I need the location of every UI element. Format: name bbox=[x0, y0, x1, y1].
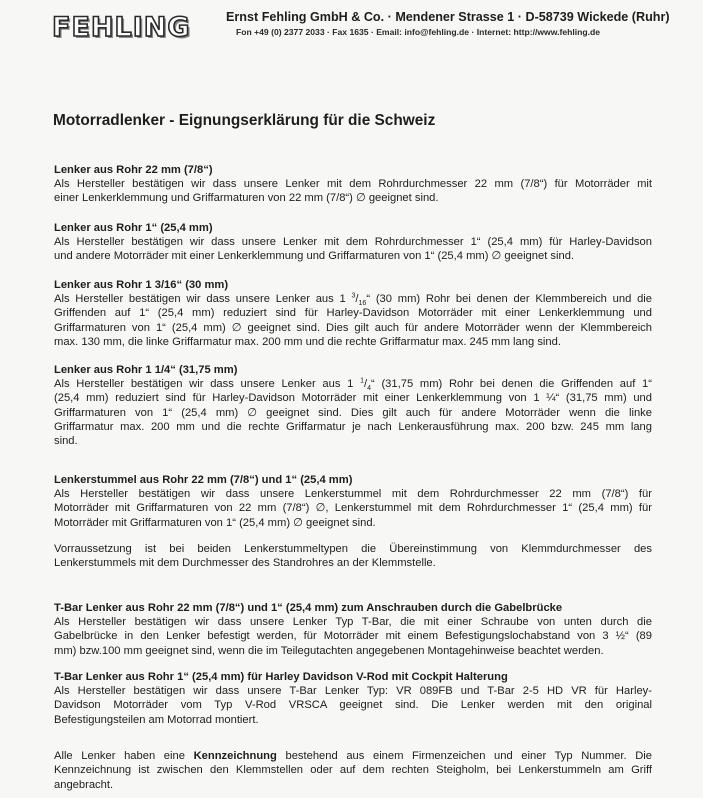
body-line: Griffenden auf 1“ (25,4 mm) reduziert sind für Harley-Davidson Motorräder mit einer Lenkerklemmung und bbox=[54, 307, 652, 320]
fraction-numerator: 3 bbox=[351, 292, 356, 300]
section-1-1-4-inch bbox=[54, 363, 652, 448]
section-voraussetzung bbox=[54, 542, 652, 571]
section-body bbox=[54, 177, 652, 206]
fraction-denominator: 16 bbox=[358, 300, 367, 308]
section-heading: Lenker aus Rohr 1“ (25,4 mm) bbox=[54, 222, 213, 234]
body-line: einer Lenkerklemmung und Griffarmaturen von 22 mm (7/8“) ∅ geeignet sind. bbox=[54, 192, 439, 205]
body-line: Motorräder mit Griffarmaturen von 22 mm (7/8“) ∅, Lenkerstummel mit dem Rohrdurchmesser 1“ (25,4 mm) für bbox=[54, 502, 652, 515]
body-text: “ (31,75 mm) Rohr bei denen die Griffenden auf 1“ bbox=[371, 378, 653, 390]
body-line: Als Hersteller bestätigen wir dass unsere Lenkerstummel mit dem Rohrdurchmesser 22 mm (7/8“) für bbox=[54, 488, 652, 500]
section-heading: Lenker aus Rohr 1 3/16“ (30 mm) bbox=[54, 279, 229, 291]
fehling-logo: FEHLING bbox=[52, 12, 191, 43]
keyword-kennzeichnung: Kennzeichnung bbox=[193, 750, 277, 762]
fraction-denominator: 4 bbox=[367, 385, 371, 393]
section-heading: T-Bar Lenker aus Rohr 1“ (25,4 mm) für Harley Davidson V-Rod mit Cockpit Halterung bbox=[54, 671, 508, 683]
body-line: Motorräder mit Griffarmaturen von 1“ (25,4 mm) ∅ geeignet sind. bbox=[54, 516, 376, 529]
section-kennzeichnung bbox=[54, 749, 652, 792]
section-1-3-16-inch bbox=[54, 278, 652, 349]
body-line: Griffarmaturen von 1“ (25,4 mm) ∅ geeignet sind. Dies gilt auch für andere Motorräder wenn die linke bbox=[54, 406, 652, 419]
section-lenkerstummel bbox=[54, 473, 652, 530]
section-body bbox=[54, 487, 652, 530]
body-line: Lenkerstummels mit dem Durchmesser des Standrohres an der Klemmstelle. bbox=[54, 557, 436, 570]
section-body bbox=[54, 542, 652, 571]
body-text: Als Hersteller bestätigen wir dass unsere Lenker aus 1 bbox=[54, 378, 354, 390]
document-title: Motorradlenker - Eignungserklärung für die Schweiz bbox=[53, 112, 436, 129]
body-line: Als Hersteller bestätigen wir dass unsere Lenker mit dem Rohrdurchmesser 1“ (25,4 mm) für Harley-Davidson bbox=[54, 236, 652, 248]
section-heading: T-Bar Lenker aus Rohr 22 mm (7/8“) und 1“ (25,4 mm) zum Anschrauben durch die Gabelbrücke bbox=[54, 602, 563, 614]
section-heading: Lenker aus Rohr 1 1/4“ (31,75 mm) bbox=[54, 364, 238, 376]
body-line: Griffarmatur max. 200 mm und die rechte Griffarmatur je nach Lenkerausführung max. 200 bzw. 245 mm lang bbox=[54, 420, 652, 433]
body-line: Als Hersteller bestätigen wir dass unsere Lenker Typ T-Bar, die mit einer Schraube von unten durch die bbox=[54, 616, 652, 628]
body-line bbox=[54, 749, 652, 763]
section-body bbox=[54, 235, 652, 264]
section-body bbox=[54, 684, 652, 727]
body-text: bestehend aus einem Firmenzeichen und einer Typ Nummer. Die bbox=[285, 750, 652, 762]
fraction-numerator: 1 bbox=[360, 377, 364, 385]
body-line: (25,4 mm) reduziert sind für Harley-Davidson Motorräder mit einer Lenkerklemmung von 1 ¼“ (31,75 mm) und bbox=[54, 392, 652, 405]
body-line: Davidson Motorräder vom Typ V-Rod VRSCA geeignet sind. Die Lenker werden mit den original bbox=[54, 699, 652, 712]
body-line: mm) bzw.100 mm geeignet sind, wenn die im Teilegutachten angegebenen Montagehinweise beachtet werden. bbox=[54, 644, 604, 657]
section-body bbox=[54, 749, 652, 792]
body-text: “ (30 mm) Rohr bei denen der Klemmbereich und die bbox=[366, 293, 653, 305]
body-line: Kennzeichnung ist zwischen den Klemmstellen oder auf dem rechten Steigholm, bei Lenkerstummeln am Griff bbox=[54, 764, 652, 777]
body-line: Griffarmaturen von 1“ (25,4 mm) ∅ geeignet sind. Dies gilt auch für andere Motorräder wenn der Klemmbereich bbox=[54, 321, 652, 334]
body-line: Befestigungsteilen am Motorrad montiert. bbox=[54, 713, 259, 726]
body-line: Als Hersteller bestätigen wir dass unsere Lenker aus 1 $^3/_{16}“$ (30 mm) Rohr bei denen der Klemmbereich und die bbox=[54, 292, 653, 308]
body-line: Gabelbrücke in den Lenker befestigt werden, für Motorräder mit einem Befestigungslochabstand von 3 ½“ (89 bbox=[54, 630, 652, 643]
body-line: Als Hersteller bestätigen wir dass unsere Lenker mit dem Rohrdurchmesser 22 mm (7/8“) für Motorräder mit bbox=[54, 178, 652, 190]
section-22mm bbox=[54, 163, 652, 206]
body-line: max. 130 mm, die linke Griffarmatur max. 200 mm und die rechte Griffarmatur max. 245 mm lang sind. bbox=[54, 335, 561, 348]
body-line: sind. bbox=[54, 435, 78, 448]
section-body bbox=[54, 377, 652, 448]
body-text: Alle Lenker haben eine bbox=[54, 750, 185, 762]
body-line: angebracht. bbox=[54, 778, 114, 791]
body-line: und andere Motorräder mit einer Lenkerklemmung und Griffarmaturen von 1“ (25,4 mm) ∅ geeignet sind. bbox=[54, 250, 575, 263]
section-t-bar-v-rod bbox=[54, 670, 652, 727]
section-1-inch bbox=[54, 221, 652, 264]
body-line: Als Hersteller bestätigen wir dass unsere T-Bar Lenker Typ: VR 089FB und T-Bar 2-5 HD VR für Harley- bbox=[54, 685, 652, 697]
body-line: Vorraussetzung ist bei beiden Lenkerstummeltypen die Übereinstimmung von Klemmdurchmesser des bbox=[54, 543, 652, 555]
body-line: Als Hersteller bestätigen wir dass unsere Lenker aus 1 $^1/_4“$ (31,75 mm) Rohr bei denen die Griffenden auf 1“ bbox=[54, 377, 653, 393]
section-body bbox=[54, 615, 652, 658]
company-contact: Fon +49 (0) 2377 2033 · Fax 1635 · Email: info@fehling.de · Internet: http://www.fehling.de bbox=[236, 27, 601, 37]
section-body bbox=[54, 292, 652, 349]
section-heading: Lenker aus Rohr 22 mm (7/8“) bbox=[54, 164, 213, 176]
company-address: Ernst Fehling GmbH & Co. · Mendener Strasse 1 · D-58739 Wickede (Ruhr) bbox=[226, 10, 670, 24]
section-heading: Lenkerstummel aus Rohr 22 mm (7/8“) und 1“ (25,4 mm) bbox=[54, 474, 353, 486]
section-t-bar bbox=[54, 601, 652, 658]
body-text: Als Hersteller bestätigen wir dass unsere Lenker aus 1 bbox=[54, 293, 346, 305]
